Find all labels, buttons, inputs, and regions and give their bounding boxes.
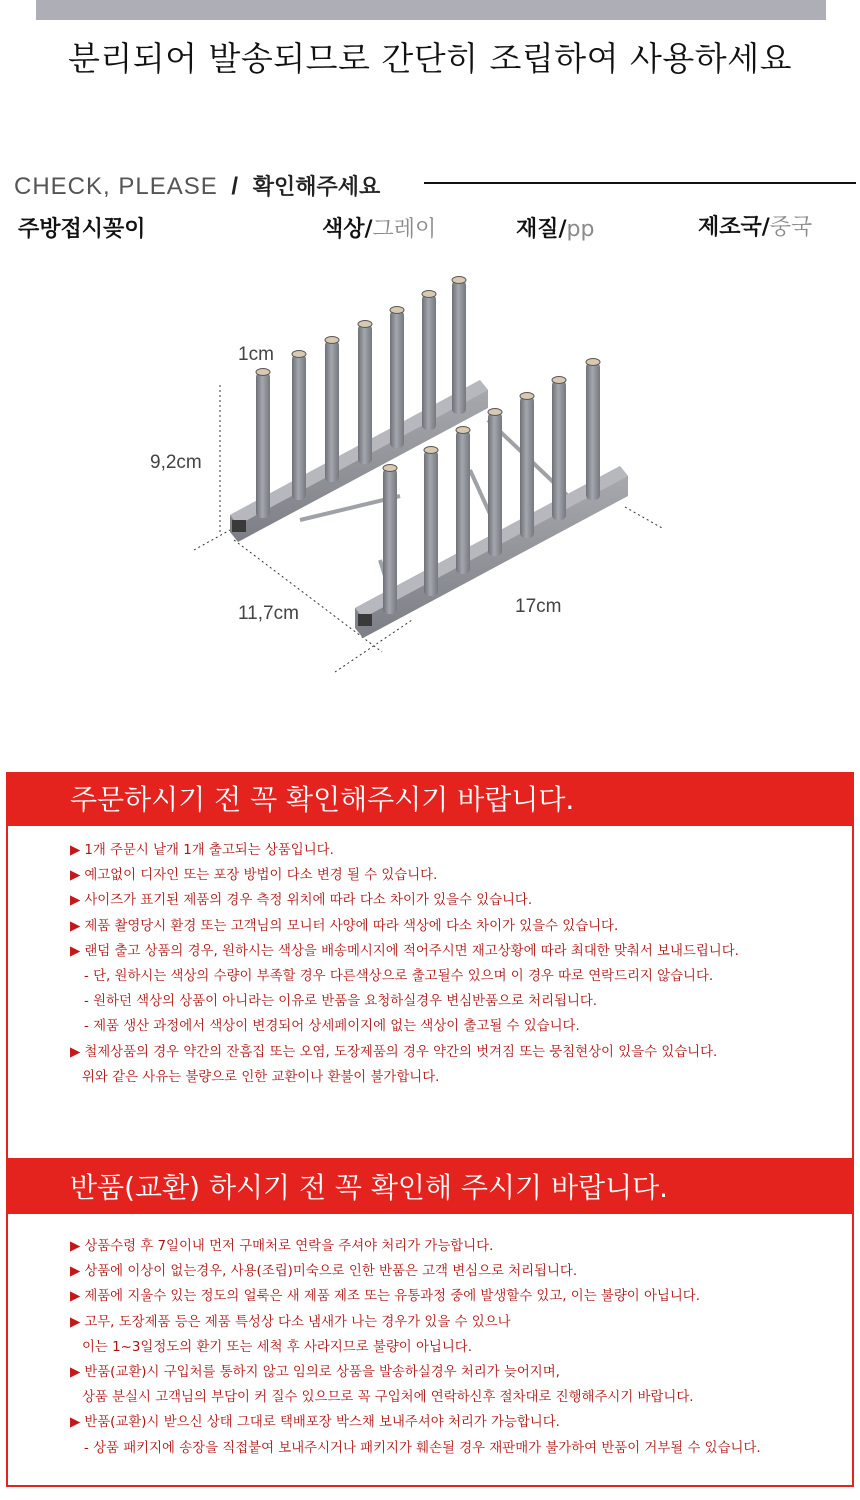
notice-line bbox=[70, 1284, 852, 1309]
heading-rule bbox=[424, 182, 856, 184]
check-please-ko: 확인해주세요 bbox=[252, 175, 381, 200]
check-slash: / bbox=[231, 173, 240, 200]
return-notice-title: 반품(교환) 하시기 전 꼭 확인해 주시기 바랍니다. bbox=[8, 1162, 852, 1214]
notice-line bbox=[70, 1014, 852, 1039]
triangle-bullet-icon: ▶ bbox=[70, 868, 81, 884]
notice-line bbox=[70, 1410, 852, 1435]
notice-line bbox=[70, 989, 852, 1014]
notice-line-text: - 원하던 색상의 상품이 아니라는 이유로 반품을 요청하실경우 변심반품으로 처리됩니다. bbox=[84, 994, 598, 1010]
notice-line bbox=[70, 1040, 852, 1065]
spec-material bbox=[516, 212, 594, 243]
notice-line bbox=[70, 1385, 852, 1410]
order-notice-list bbox=[8, 826, 852, 1090]
return-notice-box bbox=[6, 1160, 854, 1487]
notice-line-text: - 상품 패키지에 송장을 직접붙여 보내주시거나 패키지가 훼손될 경우 재판매가 불가하여 반품이 거부될 수 있습니다. bbox=[84, 1440, 761, 1456]
dimension-height: 9,2cm bbox=[150, 452, 202, 473]
spec-origin-value: 중국 bbox=[769, 215, 813, 240]
triangle-bullet-icon: ▶ bbox=[70, 843, 81, 858]
triangle-bullet-icon: ▶ bbox=[70, 1364, 81, 1380]
notice-line bbox=[70, 838, 852, 863]
notice-line-text: 상품 분실시 고객님의 부담이 커 질수 있으므로 꼭 구입처에 연락하신후 절차대로 진행해주시기 바랍니다. bbox=[82, 1390, 694, 1406]
spec-material-label: 재질/ bbox=[516, 217, 567, 242]
notice-line-text: 철제상품의 경우 약간의 잔흠집 또는 오염, 도장제품의 경우 약간의 벗겨짐 또는 뭉침현상이 있을수 있습니다. bbox=[84, 1044, 718, 1060]
notice-line-text: 상품에 이상이 없는경우, 사용(조립)미숙으로 인한 반품은 고객 변심으로 처리됩니다. bbox=[84, 1264, 578, 1280]
notice-line-text: 제품에 지울수 있는 정도의 얼룩은 새 제품 제조 또는 유통과정 중에 발생할수 있고, 이는 불량이 아닙니다. bbox=[84, 1289, 700, 1305]
notice-line bbox=[70, 1234, 852, 1259]
check-please-heading bbox=[14, 170, 380, 201]
notice-line-text: - 단, 원하시는 색상의 수량이 부족할 경우 다른색상으로 출고될수 있으며 이 경우 따로 연락드리지 않습니다. bbox=[84, 968, 714, 984]
notice-line bbox=[70, 1310, 852, 1335]
notice-line bbox=[70, 964, 852, 989]
notice-line-text: 위와 같은 사유는 불량으로 인한 교환이나 환불이 불가합니다. bbox=[82, 1069, 440, 1085]
order-notice-box bbox=[6, 772, 854, 1160]
notice-line-text: 제품 촬영당시 환경 또는 고객님의 모니터 사양에 따라 색상에 다소 차이가 있을수 있습니다. bbox=[84, 918, 619, 934]
notice-line bbox=[70, 1065, 852, 1090]
notice-line-text: 이는 1~3일정도의 환기 또는 세척 후 사라지므로 불량이 아닙니다. bbox=[82, 1339, 472, 1355]
notice-line bbox=[70, 1436, 852, 1461]
return-notice-list bbox=[8, 1214, 852, 1461]
notice-line-text: 반품(교환)시 구입처를 통하지 않고 임의로 상품을 발송하실경우 처리가 늦어지며, bbox=[84, 1364, 560, 1380]
notice-line bbox=[70, 1360, 852, 1385]
notice-line-text: 사이즈가 표기된 제품의 경우 측정 위치에 따라 다소 차이가 있을수 있습니다. bbox=[84, 893, 533, 909]
product-name: 주방접시꽂이 bbox=[18, 217, 146, 242]
notice-line bbox=[70, 914, 852, 939]
notice-line-text: 반품(교환)시 받으신 상태 그대로 택배포장 박스채 보내주셔야 처리가 가능합니다. bbox=[84, 1415, 560, 1431]
triangle-bullet-icon: ▶ bbox=[70, 918, 81, 934]
triangle-bullet-icon: ▶ bbox=[70, 1264, 81, 1280]
notice-line-text: 고무, 도장제품 등은 제품 특성상 다소 냄새가 나는 경우가 있을 수 있으나 bbox=[84, 1314, 511, 1330]
notice-line bbox=[70, 1335, 852, 1360]
triangle-bullet-icon: ▶ bbox=[70, 893, 81, 909]
triangle-bullet-icon: ▶ bbox=[70, 1314, 81, 1330]
dimension-pin: 1cm bbox=[238, 344, 274, 365]
dimension-length: 17cm bbox=[515, 596, 562, 617]
spec-origin bbox=[698, 210, 812, 241]
notice-line bbox=[70, 888, 852, 913]
top-banner-bar bbox=[36, 0, 826, 20]
notice-line bbox=[70, 863, 852, 888]
notice-line-text: 랜덤 출고 상품의 경우, 원하시는 색상을 배송메시지에 적어주시면 재고상황에 따라 최대한 맞춰서 보내드립니다. bbox=[84, 943, 739, 959]
spec-color-value: 그레이 bbox=[372, 217, 437, 242]
notice-line-text: 1개 주문시 낱개 1개 출고되는 상품입니다. bbox=[84, 843, 334, 858]
check-please-en: CHECK, PLEASE bbox=[14, 173, 218, 200]
spec-origin-label: 제조국/ bbox=[698, 215, 770, 240]
order-notice-title: 주문하시기 전 꼭 확인해주시기 바랍니다. bbox=[8, 774, 852, 826]
triangle-bullet-icon: ▶ bbox=[70, 1044, 81, 1060]
dish-rack-image bbox=[150, 240, 710, 710]
spec-material-value: pp bbox=[566, 217, 595, 242]
notice-line bbox=[70, 939, 852, 964]
dimension-width: 11,7cm bbox=[238, 603, 299, 624]
spec-color-label: 색상/ bbox=[322, 217, 373, 242]
triangle-bullet-icon: ▶ bbox=[70, 943, 81, 959]
assembly-headline: 분리되어 발송되므로 간단히 조립하여 사용하세요 bbox=[68, 39, 792, 78]
spec-color bbox=[322, 212, 436, 243]
triangle-bullet-icon: ▶ bbox=[70, 1415, 81, 1431]
notice-line bbox=[70, 1259, 852, 1284]
notice-line-text: - 제품 생산 과정에서 색상이 변경되어 상세페이지에 없는 색상이 출고될 수 있습니다. bbox=[84, 1019, 580, 1035]
notice-line-text: 상품수령 후 7일이내 먼저 구매처로 연락을 주셔야 처리가 가능합니다. bbox=[84, 1239, 494, 1254]
notice-line-text: 예고없이 디자인 또는 포장 방법이 다소 변경 될 수 있습니다. bbox=[84, 868, 438, 884]
triangle-bullet-icon: ▶ bbox=[70, 1289, 81, 1305]
triangle-bullet-icon: ▶ bbox=[70, 1239, 81, 1254]
